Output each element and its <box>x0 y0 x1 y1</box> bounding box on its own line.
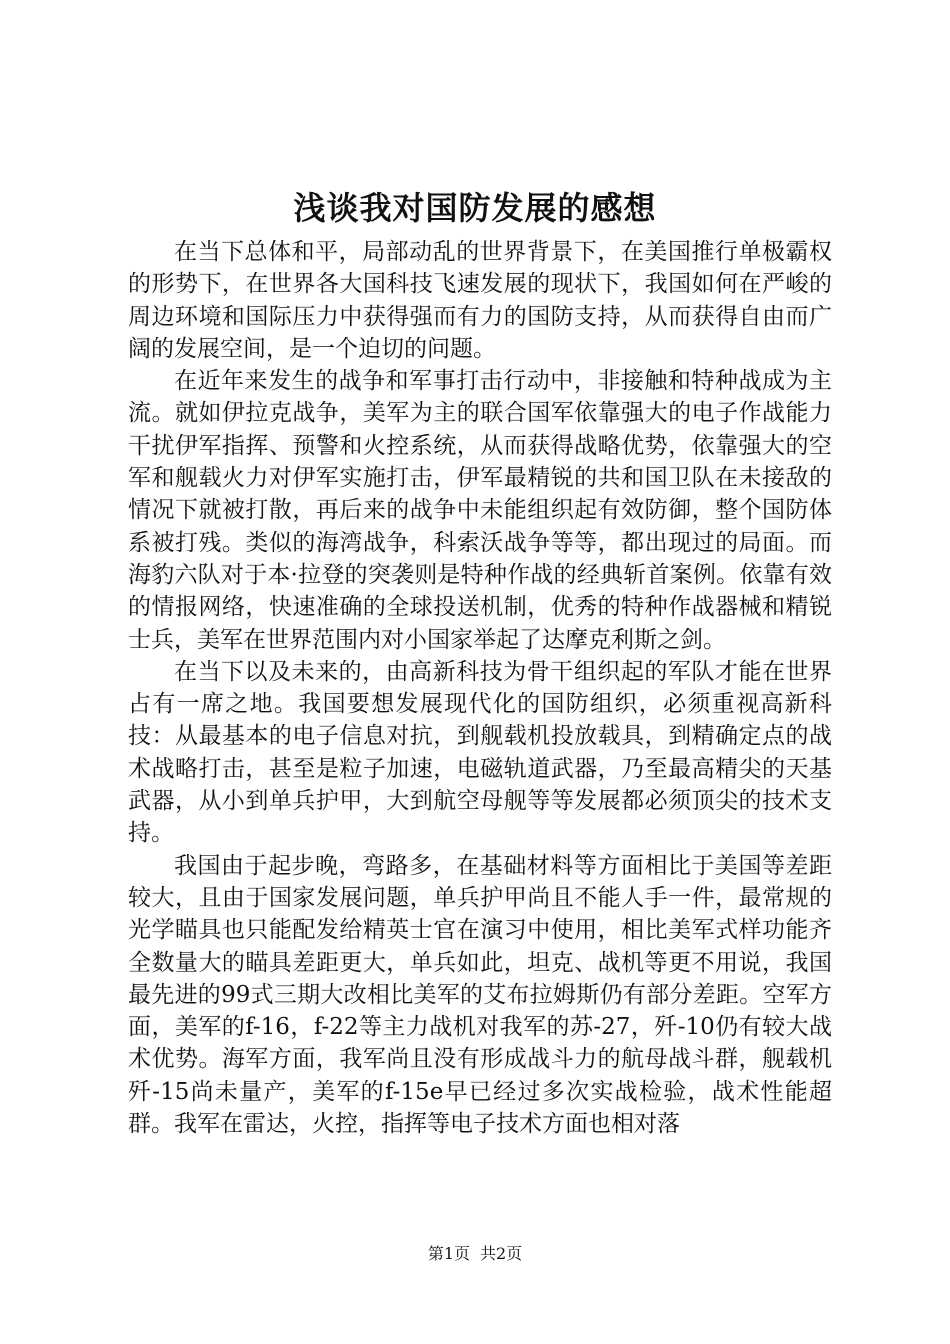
document-body <box>128 236 832 1140</box>
page-footer <box>0 1244 950 1264</box>
paragraph: 在近年来发生的战争和军事打击行动中，非接触和特种战成为主流。就如伊拉克战争，美军为主的联合国军依靠强大的电子作战能力干扰伊军指挥、预警和火控系统，从而获得战略优势，依靠强大的空军和舰载火力对伊军实施打击，伊军最精锐的共和国卫队在未接敌的情况下就被打散，再后来的战争中未能组织起有效防御，整个国防体系被打残。类似的海湾战争，科索沃战争等等，都出现过的局面。而海豹六队对于本·拉登的突袭则是特种作战的经典斩首案例。依靠有效的情报网络，快速准确的全球投送机制，优秀的特种作战器械和精锐士兵，美军在世界范围内对小国家举起了达摩克利斯之剑。 <box>128 368 832 653</box>
paragraph: 我国由于起步晚，弯路多，在基础材料等方面相比于美国等差距较大，且由于国家发展问题，单兵护甲尚且不能人手一件，最常规的光学瞄具也只能配发给精英士官在演习中使用，相比美军式样功能齐全数量大的瞄具差距更大，单兵如此，坦克、战机等更不用说，我国最先进的99式三期大改相比美军的艾布拉姆斯仍有部分差距。空军方面，美军的f-16，f-22等主力战机对我军的苏-27，歼-10仍有较大战术优势。海军方面，我军尚且没有形成战斗力的航母战斗群，舰载机歼-15尚未量产，美军的f-15e早已经过多次实战检验，战术性能超群。我军在雷达，火控，指挥等电子技术方面也相对落 <box>128 852 832 1138</box>
total-pages: 共2页 <box>480 1244 523 1263</box>
paragraph: 在当下总体和平，局部动乱的世界背景下，在美国推行单极霸权的形势下，在世界各大国科技飞速发展的现状下，我国如何在严峻的周边环境和国际压力中获得强而有力的国防支持，从而获得自由而广阔的发展空间，是一个迫切的问题。 <box>128 239 832 362</box>
document-title: 浅谈我对国防发展的感想 <box>293 189 657 227</box>
page-number: 第1页 <box>427 1244 470 1263</box>
paragraph: 在当下以及未来的，由高新科技为骨干组织起的军队才能在世界占有一席之地。我国要想发展现代化的国防组织，必须重视高新科技：从最基本的电子信息对抗，到舰载机投放载具，到精确定点的战术战略打击，甚至是粒子加速，电磁轨道武器，乃至最高精尖的天基武器，从小到单兵护甲，大到航空母舰等等发展都必须顶尖的技术支持。 <box>128 658 832 847</box>
